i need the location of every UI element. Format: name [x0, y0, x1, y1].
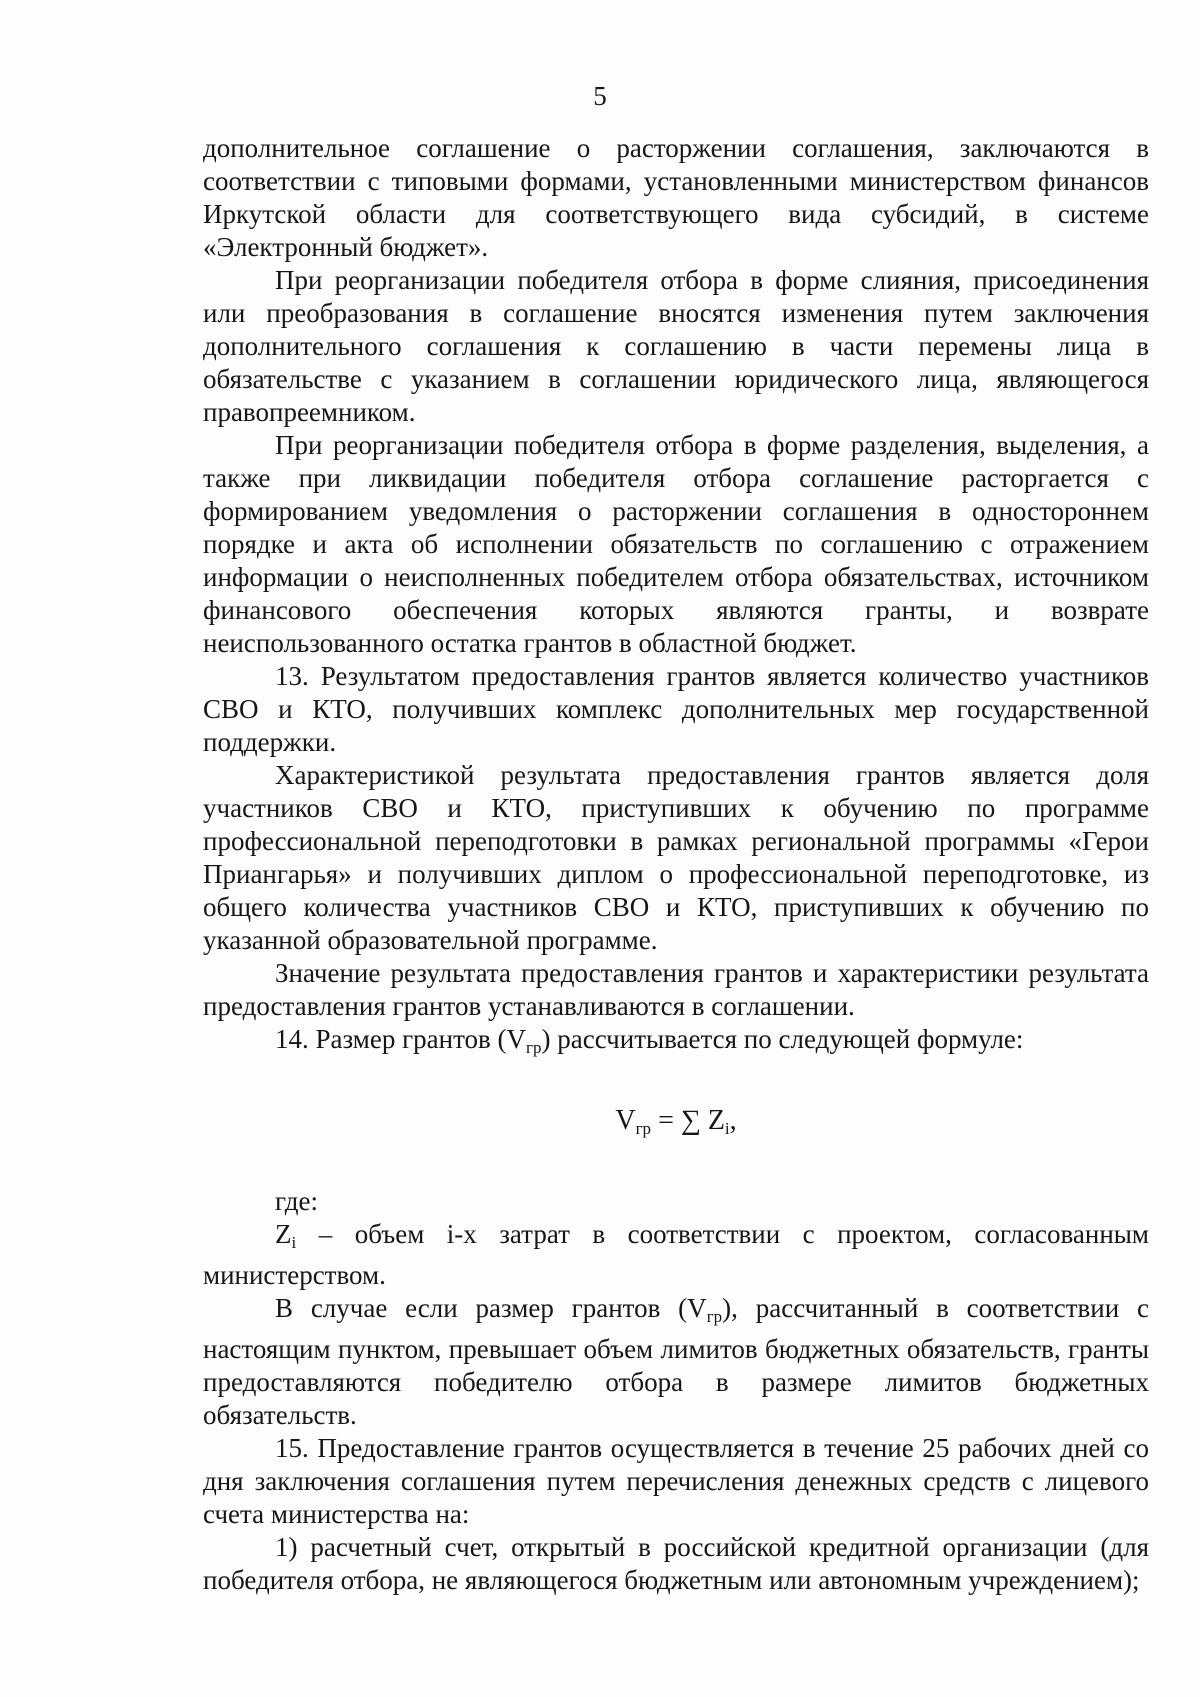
paragraph: При реорганизации победителя отбора в форме слияния, присоединения или преобразования в соглашение вносятся изменения путем заключения дополнительного соглашения к соглашению в части перемены лица в обязательстве с указанием в соглашении юридического лица, являющегося правопреемником. — [203, 265, 1149, 427]
text-run: Z — [275, 1219, 292, 1249]
paragraph: При реорганизации победителя отбора в форме разделения, выделения, а также при ликвидации победителя отбора соглашение расторгается с формированием уведомления о расторжении соглашения в одностороннем порядке и акта об исполнении обязательств по соглашению с отражением информации о неисполненных победителем отбора обязательствах, источником финансового обеспечения которых являются гранты, и возврате неиспользованного остатка грантов в областной бюджет. — [203, 430, 1149, 658]
paragraph: дополнительное соглашение о расторжении соглашения, заключаются в соответствии с типовыми формами, установленными министерством финансов Иркутской области для соответствующего вида субсидий, в системе «Электронный бюджет». — [203, 133, 1149, 262]
subscript: гр — [706, 1307, 723, 1326]
paragraph-item-15: 15. Предоставление грантов осуществляется в течение 25 рабочих дней со дня заключения соглашения путем перечисления денежных средств с лицевого счета министерства на: — [203, 1433, 1149, 1529]
text-run: ), рассчитанный в соответствии с настоящим пунктом, превышает объем лимитов бюджетных обязательств, гранты предоставляются победителю отбора в размере лимитов бюджетных обязательств. — [203, 1293, 1150, 1430]
formula-end: , — [729, 1105, 737, 1136]
formula-body: = ∑ Z — [651, 1105, 725, 1136]
grant-formula — [203, 1104, 1149, 1145]
subscript: гр — [635, 1119, 652, 1138]
paragraph: 1) расчетный счет, открытый в российской кредитной организации (для победителя отбора, не являющегося бюджетным или автономным учреждением); — [203, 1532, 1149, 1595]
text-run: – объем i-х затрат в соответствии с проектом, согласованным министерством. — [203, 1219, 1149, 1290]
paragraph: Характеристикой результата предоставления грантов является доля участников СВО и КТО, приступивших к обучению по программе профессиональной переподготовки в рамках региональной программы «Герои Приангарья» и получивших диплом о профессиональной переподготовке, из общего количества участников СВО и КТО, приступивших к обучению по указанной образовательной программе. — [203, 760, 1149, 955]
subscript: i — [724, 1119, 730, 1138]
paragraph — [203, 1218, 1149, 1292]
document-body — [203, 132, 1149, 1597]
subscript: гр — [526, 1038, 542, 1057]
paragraph-where: где: — [275, 1186, 318, 1216]
page-number: 5 — [593, 81, 607, 111]
paragraph-item-13: 13. Результатом предоставления грантов является количество участников СВО и КТО, получивших комплекс дополнительных мер государственной поддержки. — [203, 661, 1149, 757]
text-run: ) рассчитывается по следующей формуле: — [541, 1024, 1024, 1054]
text-run: В случае если размер грантов (V — [275, 1293, 707, 1323]
paragraph — [203, 1292, 1149, 1432]
subscript: i — [291, 1233, 297, 1252]
paragraph: Значение результата предоставления грантов и характеристики результата предоставления грантов устанавливаются в соглашении. — [203, 958, 1149, 1021]
formula-variable: V — [615, 1105, 636, 1136]
text-run: 14. Размер грантов (V — [275, 1024, 527, 1054]
paragraph-item-14 — [203, 1023, 1149, 1064]
